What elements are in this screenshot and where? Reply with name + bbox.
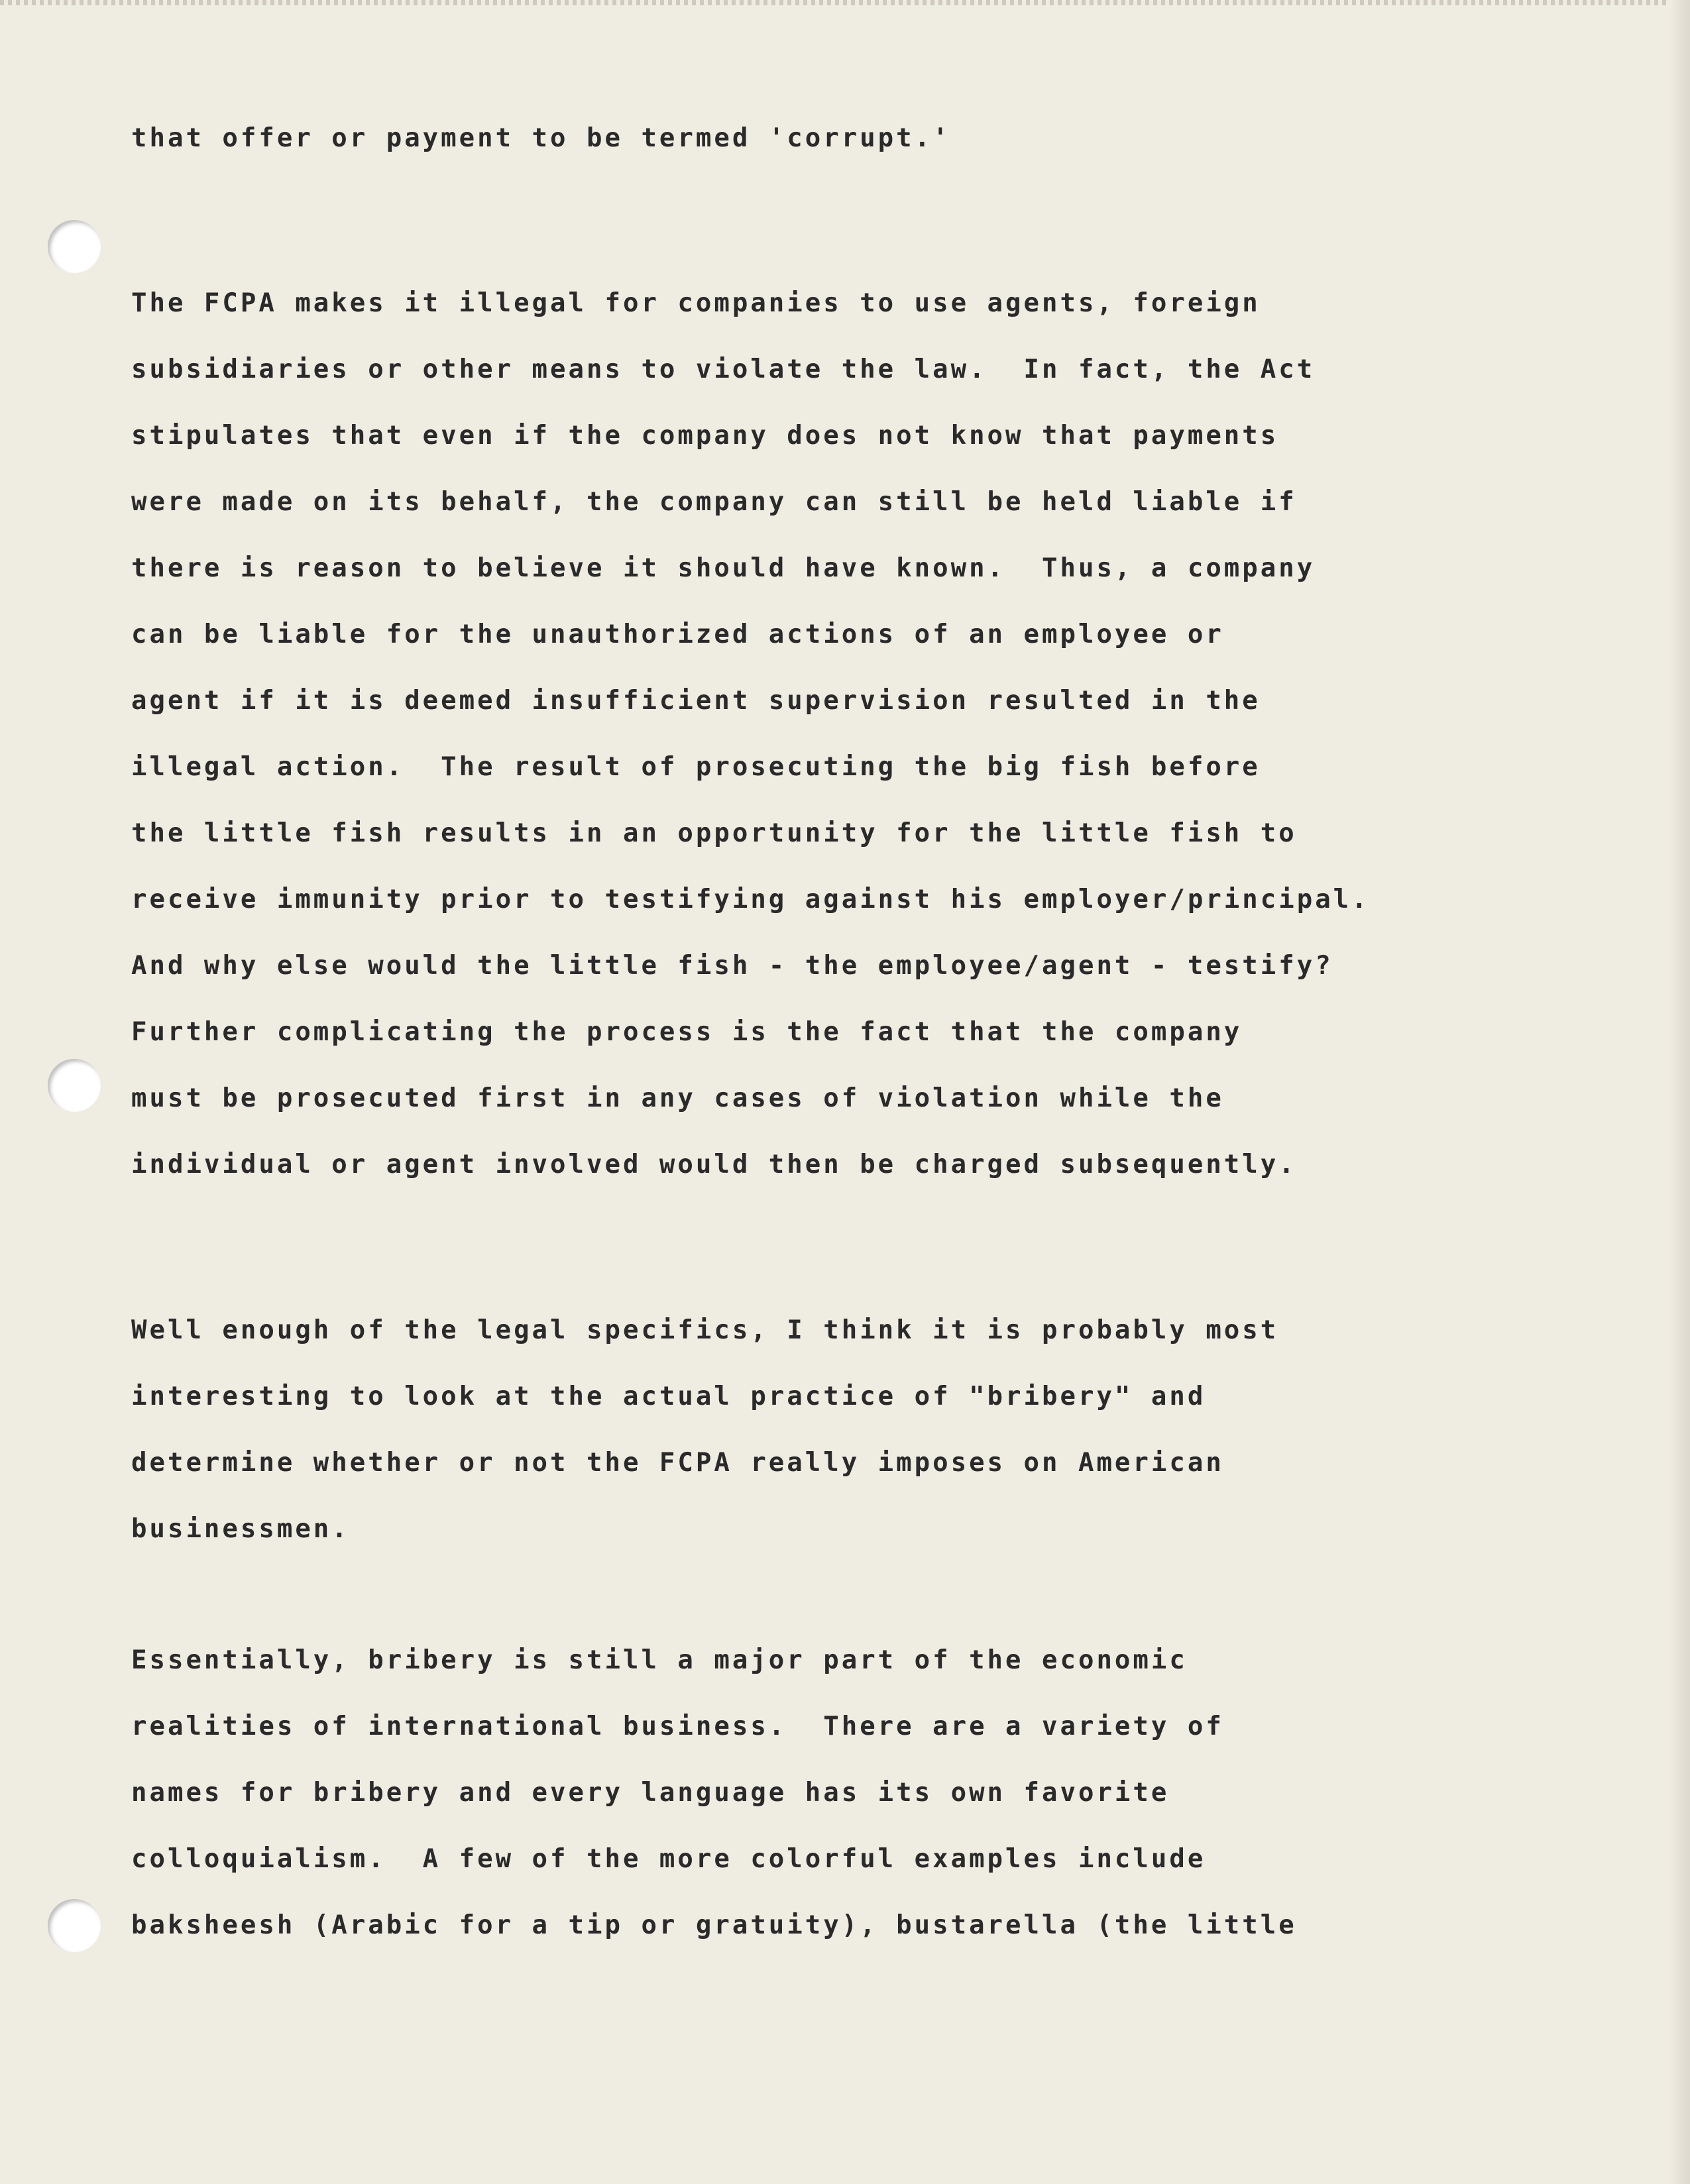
text-line: Well enough of the legal specifics, I think it is probably most	[131, 1315, 1279, 1345]
text-line: subsidiaries or other means to violate the law. In fact, the Act	[131, 355, 1316, 384]
text-line: determine whether or not the FCPA really imposes on American	[131, 1448, 1224, 1478]
text-line: receive immunity prior to testifying against his employer/principal.	[131, 885, 1370, 914]
text-line: must be prosecuted first in any cases of violation while the	[131, 1083, 1224, 1113]
text-line: names for bribery and every language has its own favorite	[131, 1778, 1170, 1808]
text-line: individual or agent involved would then be charged subsequently.	[131, 1150, 1297, 1179]
text-line: interesting to look at the actual practice of "bribery" and	[131, 1382, 1206, 1411]
text-line: there is reason to believe it should have known. Thus, a company	[131, 553, 1316, 583]
text-line: illegal action. The result of prosecuting the big fish before	[131, 752, 1261, 782]
text-line: realities of international business. There are a variety of	[131, 1712, 1224, 1741]
text-line: And why else would the little fish - the employee/agent - testify?	[131, 951, 1333, 981]
text-line: were made on its behalf, the company can still be held liable if	[131, 487, 1297, 517]
text-line: The FCPA makes it illegal for companies to use agents, foreign	[131, 288, 1261, 318]
binder-hole-middle	[48, 1059, 101, 1112]
text-line: Further complicating the process is the fact that the company	[131, 1017, 1243, 1047]
text-line: can be liable for the unauthorized actions of an employee or	[131, 620, 1224, 649]
binder-hole-top	[48, 220, 101, 273]
text-line: agent if it is deemed insufficient supervision resulted in the	[131, 686, 1261, 716]
text-line: the little fish results in an opportunity for the little fish to	[131, 818, 1297, 848]
binder-hole-bottom	[48, 1899, 101, 1952]
text-line: colloquialism. A few of the more colorful examples include	[131, 1844, 1206, 1874]
text-line: Essentially, bribery is still a major part of the economic	[131, 1645, 1188, 1675]
text-line: stipulates that even if the company does not know that payments	[131, 421, 1279, 451]
paper-top-edge	[0, 0, 1690, 5]
text-line: that offer or payment to be termed 'corrupt.'	[131, 123, 951, 153]
text-line: businessmen.	[131, 1514, 350, 1544]
text-line: baksheesh (Arabic for a tip or gratuity), bustarella (the little	[131, 1910, 1297, 1940]
paper-right-edge	[1670, 0, 1690, 2184]
